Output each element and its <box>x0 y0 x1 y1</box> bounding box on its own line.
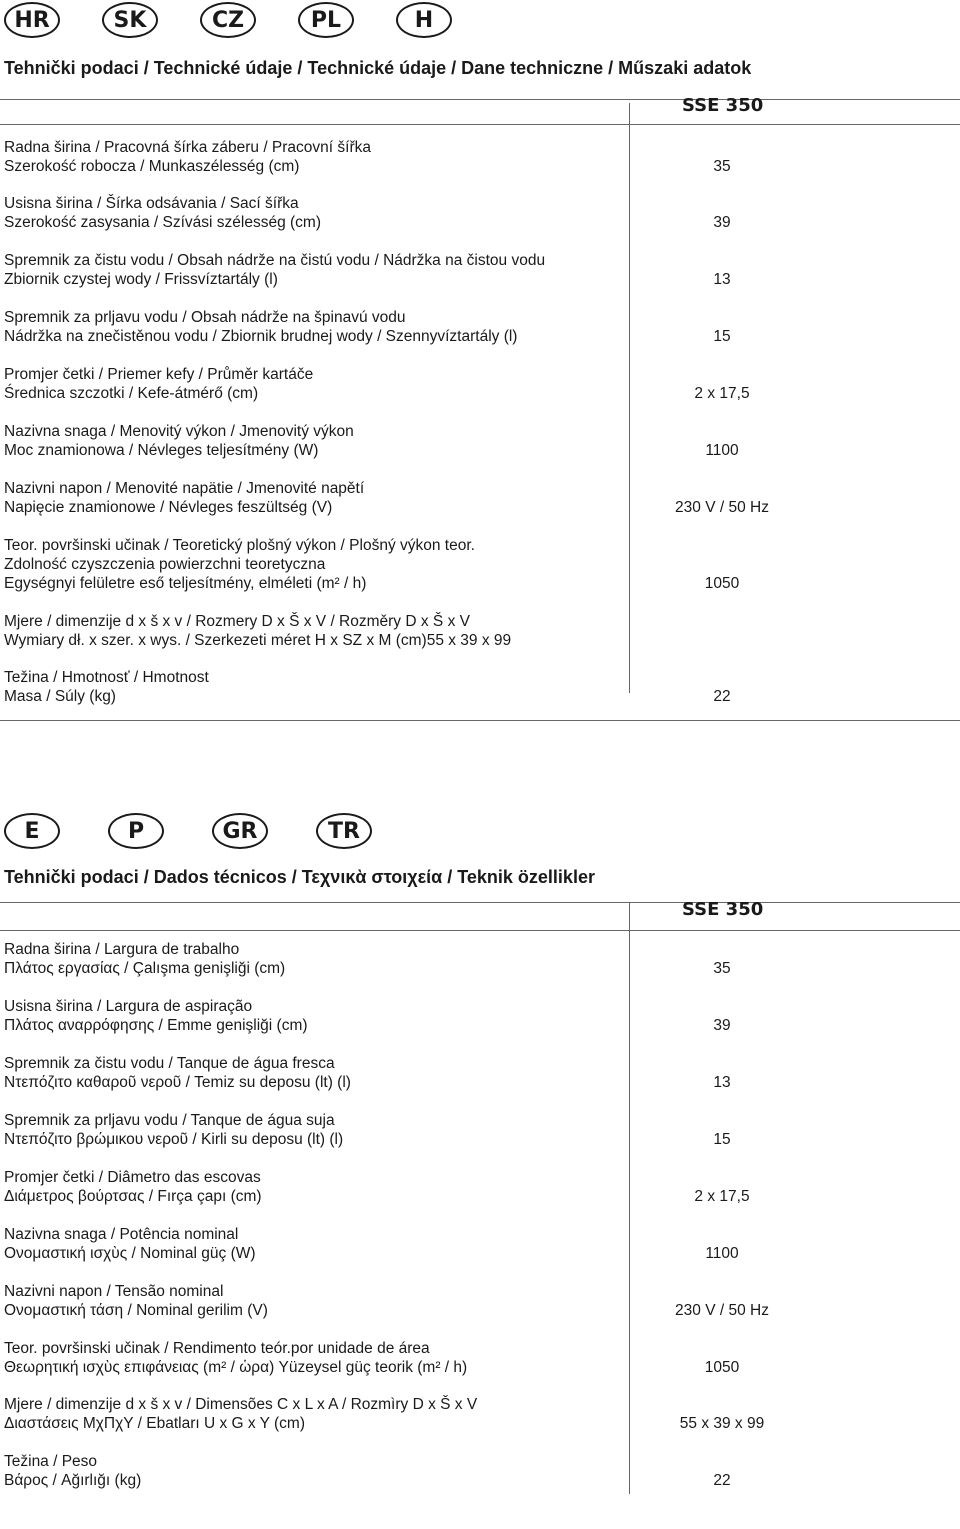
spec-label-line: Napięcie znamionowe / Névleges feszültség (V) <box>4 499 333 516</box>
spec-value: 13 <box>713 271 731 288</box>
lang-tab-tr: TR <box>316 813 372 849</box>
section-heading: Tehnički podaci / Technické údaje / Technické údaje / Dane techniczne / Műszaki adatok <box>4 58 752 78</box>
spec-label <box>4 997 308 1035</box>
spec-label-line: Ντεπόζιτο καθαροῦ νεροῦ / Temiz su deposu (lt) (l) <box>4 1074 351 1091</box>
spec-label-line: Ονομαστική ισχὺς / Nominal güç (W) <box>4 1245 256 1262</box>
lang-tab-p: P <box>108 813 164 849</box>
spec-value: 15 <box>713 1131 731 1148</box>
spec-value: 35 <box>713 158 731 175</box>
spec-label-line: Średnica szczotki / Kefe-átmérő (cm) <box>4 385 259 402</box>
spec-label-line: Nazivni napon / Tensão nominal <box>4 1283 224 1300</box>
spec-label <box>4 1339 467 1377</box>
spec-value: 39 <box>713 214 731 231</box>
spec-value: 22 <box>713 688 731 705</box>
spec-section-2 <box>0 805 960 1529</box>
spec-label-line: Masa / Súly (kg) <box>4 688 116 705</box>
spec-label-line: Mjere / dimenzije d x š x v / Rozmery D x Š x V / Rozměry D x Š x V <box>4 613 470 630</box>
spec-value: 1050 <box>704 1359 740 1376</box>
model-name: SSE 350 <box>682 95 764 116</box>
spec-label-line: Egységnyi felületre eső teljesítmény, elméleti (m² / h) <box>4 575 367 592</box>
spec-label <box>4 536 475 593</box>
spec-label-line: Spremnik za čistu vodu / Obsah nádrže na čistú vodu / Nádržka na čistou vodu <box>4 252 546 269</box>
spec-value: 1050 <box>704 575 740 592</box>
spec-value: 35 <box>713 960 731 977</box>
lang-tab-sk: SK <box>102 2 158 38</box>
spec-value: 22 <box>713 1472 731 1489</box>
spec-label-line: Promjer četki / Diâmetro das escovas <box>4 1169 261 1186</box>
spec-label-line: Moc znamionowa / Névleges teljesítmény (W) <box>4 442 319 459</box>
spec-value: 15 <box>713 328 731 345</box>
lang-tab-cz: CZ <box>200 2 256 38</box>
lang-tab-pl: PL <box>298 2 354 38</box>
spec-label-line: Szerokość zasysania / Szívási szélesség (cm) <box>4 214 321 231</box>
spec-label-line: Θεωρητική ισχὺς επιφάνειας (m² / ὡρα) Yüzeysel güç teorik (m² / h) <box>4 1359 468 1376</box>
spec-label-line: Πλάτος εργασίας / Çalışma genişliği (cm) <box>4 960 286 977</box>
spec-label-line: Πλάτος αναρρόφησης / Emme genişliği (cm) <box>4 1017 308 1034</box>
spec-label-line: Spremnik za prljavu vodu / Tanque de água suja <box>4 1112 335 1129</box>
spec-value: 1100 <box>705 1245 739 1262</box>
spec-label-line: Nádržka na znečistěnou vodu / Zbiornik brudnej wody / Szennyvíztartály (l) <box>4 328 518 345</box>
section-heading: Tehnički podaci / Dados técnicos / Τεχνικὰ στοιχεία / Teknik özellikler <box>4 867 595 887</box>
spec-label-line: Radna širina / Pracovná šírka záberu / Pracovní šířka <box>4 139 371 156</box>
spec-value: 2 x 17,5 <box>694 385 750 402</box>
spec-label <box>4 422 354 460</box>
spec-label-line: Nazivna snaga / Menovitý výkon / Jmenovitý výkon <box>4 423 354 440</box>
spec-label <box>4 194 321 232</box>
spec-label-line: Radna širina / Largura de trabalho <box>4 941 240 958</box>
spec-label-line: Ονομαστική τάση / Nominal gerilim (V) <box>4 1302 268 1319</box>
spec-value: 230 V / 50 Hz <box>675 499 769 516</box>
spec-label-line: Usisna širina / Largura de aspiração <box>4 998 253 1015</box>
divider <box>0 930 960 931</box>
spec-label-line: Spremnik za prljavu vodu / Obsah nádrže na špinavú vodu <box>4 309 406 326</box>
spec-label <box>4 1452 141 1490</box>
divider <box>0 124 960 125</box>
spec-value: 1100 <box>705 442 739 459</box>
spec-label <box>4 308 517 346</box>
spec-label-line: Promjer četki / Priemer kefy / Průměr kartáče <box>4 366 314 383</box>
spec-label-line: Διάμετρος βούρτσας / Fırça çapı (cm) <box>4 1188 262 1205</box>
divider <box>0 720 960 721</box>
divider <box>0 902 960 903</box>
spec-label <box>4 1054 351 1092</box>
spec-label-line: Nazivni napon / Menovité napätie / Jmenovité napětí <box>4 480 365 497</box>
spec-label-line: Zdolność czyszczenia powierzchni teoretyczna <box>4 556 326 573</box>
spec-label-line: Zbiornik czystej wody / Frissvíztartály (l) <box>4 271 278 288</box>
lang-tab-gr: GR <box>212 813 268 849</box>
spec-label-line: Nazivna snaga / Potência nominal <box>4 1226 239 1243</box>
divider <box>0 99 960 100</box>
lang-tab-hr: HR <box>4 2 60 38</box>
spec-label-line: Usisna širina / Šírka odsávania / Sací šířka <box>4 195 299 212</box>
spec-label <box>4 1395 477 1433</box>
spec-label <box>4 479 364 517</box>
model-name: SSE 350 <box>682 899 764 920</box>
spec-label-line: Teor. površinski učinak / Rendimento teór.por unidade de área <box>4 1340 430 1357</box>
spec-label <box>4 1111 343 1149</box>
spec-label <box>4 1282 268 1320</box>
spec-label-line: Ντεπόζιτο βρώμικου νεροῦ / Kirli su deposu (lt) (l) <box>4 1131 344 1148</box>
spec-section-1 <box>0 0 960 720</box>
spec-label <box>4 668 209 706</box>
spec-value: 39 <box>713 1017 731 1034</box>
spec-label-line: Mjere / dimenzije d x š x v / Dimensões C x L x A / Rozmìry D x Š x V <box>4 1396 478 1413</box>
spec-value: 13 <box>713 1074 731 1091</box>
spec-value: 230 V / 50 Hz <box>675 1302 769 1319</box>
spec-label-line: Spremnik za čistu vodu / Tanque de água fresca <box>4 1055 335 1072</box>
spec-value: 2 x 17,5 <box>694 1188 750 1205</box>
spec-label-line: Διαστάσεις ΜχΠχΥ / Ebatları U x G x Y (cm) <box>4 1415 306 1432</box>
spec-label-line: Wymiary dł. x szer. x wys. / Szerkezeti méret H x SZ x M (cm)55 x 39 x 99 <box>4 632 512 649</box>
spec-label <box>4 1225 256 1263</box>
spec-label <box>4 1168 262 1206</box>
spec-label-line: Težina / Hmotnosť / Hmotnost <box>4 669 209 686</box>
spec-label-line: Szerokość robocza / Munkaszélesség (cm) <box>4 158 300 175</box>
lang-tab-e: E <box>4 813 60 849</box>
spec-label <box>4 251 545 289</box>
spec-label <box>4 940 285 978</box>
spec-label <box>4 365 313 403</box>
spec-label <box>4 612 511 650</box>
spec-label-line: Teor. površinski učinak / Teoretický plošný výkon / Plošný výkon teor. <box>4 537 475 554</box>
spec-label <box>4 138 371 176</box>
spec-label-line: Težina / Peso <box>4 1453 98 1470</box>
lang-tab-h: H <box>396 2 452 38</box>
spec-value: 55 x 39 x 99 <box>679 1415 765 1432</box>
spec-label-line: Βάρος / Ağırlığı (kg) <box>4 1472 142 1489</box>
